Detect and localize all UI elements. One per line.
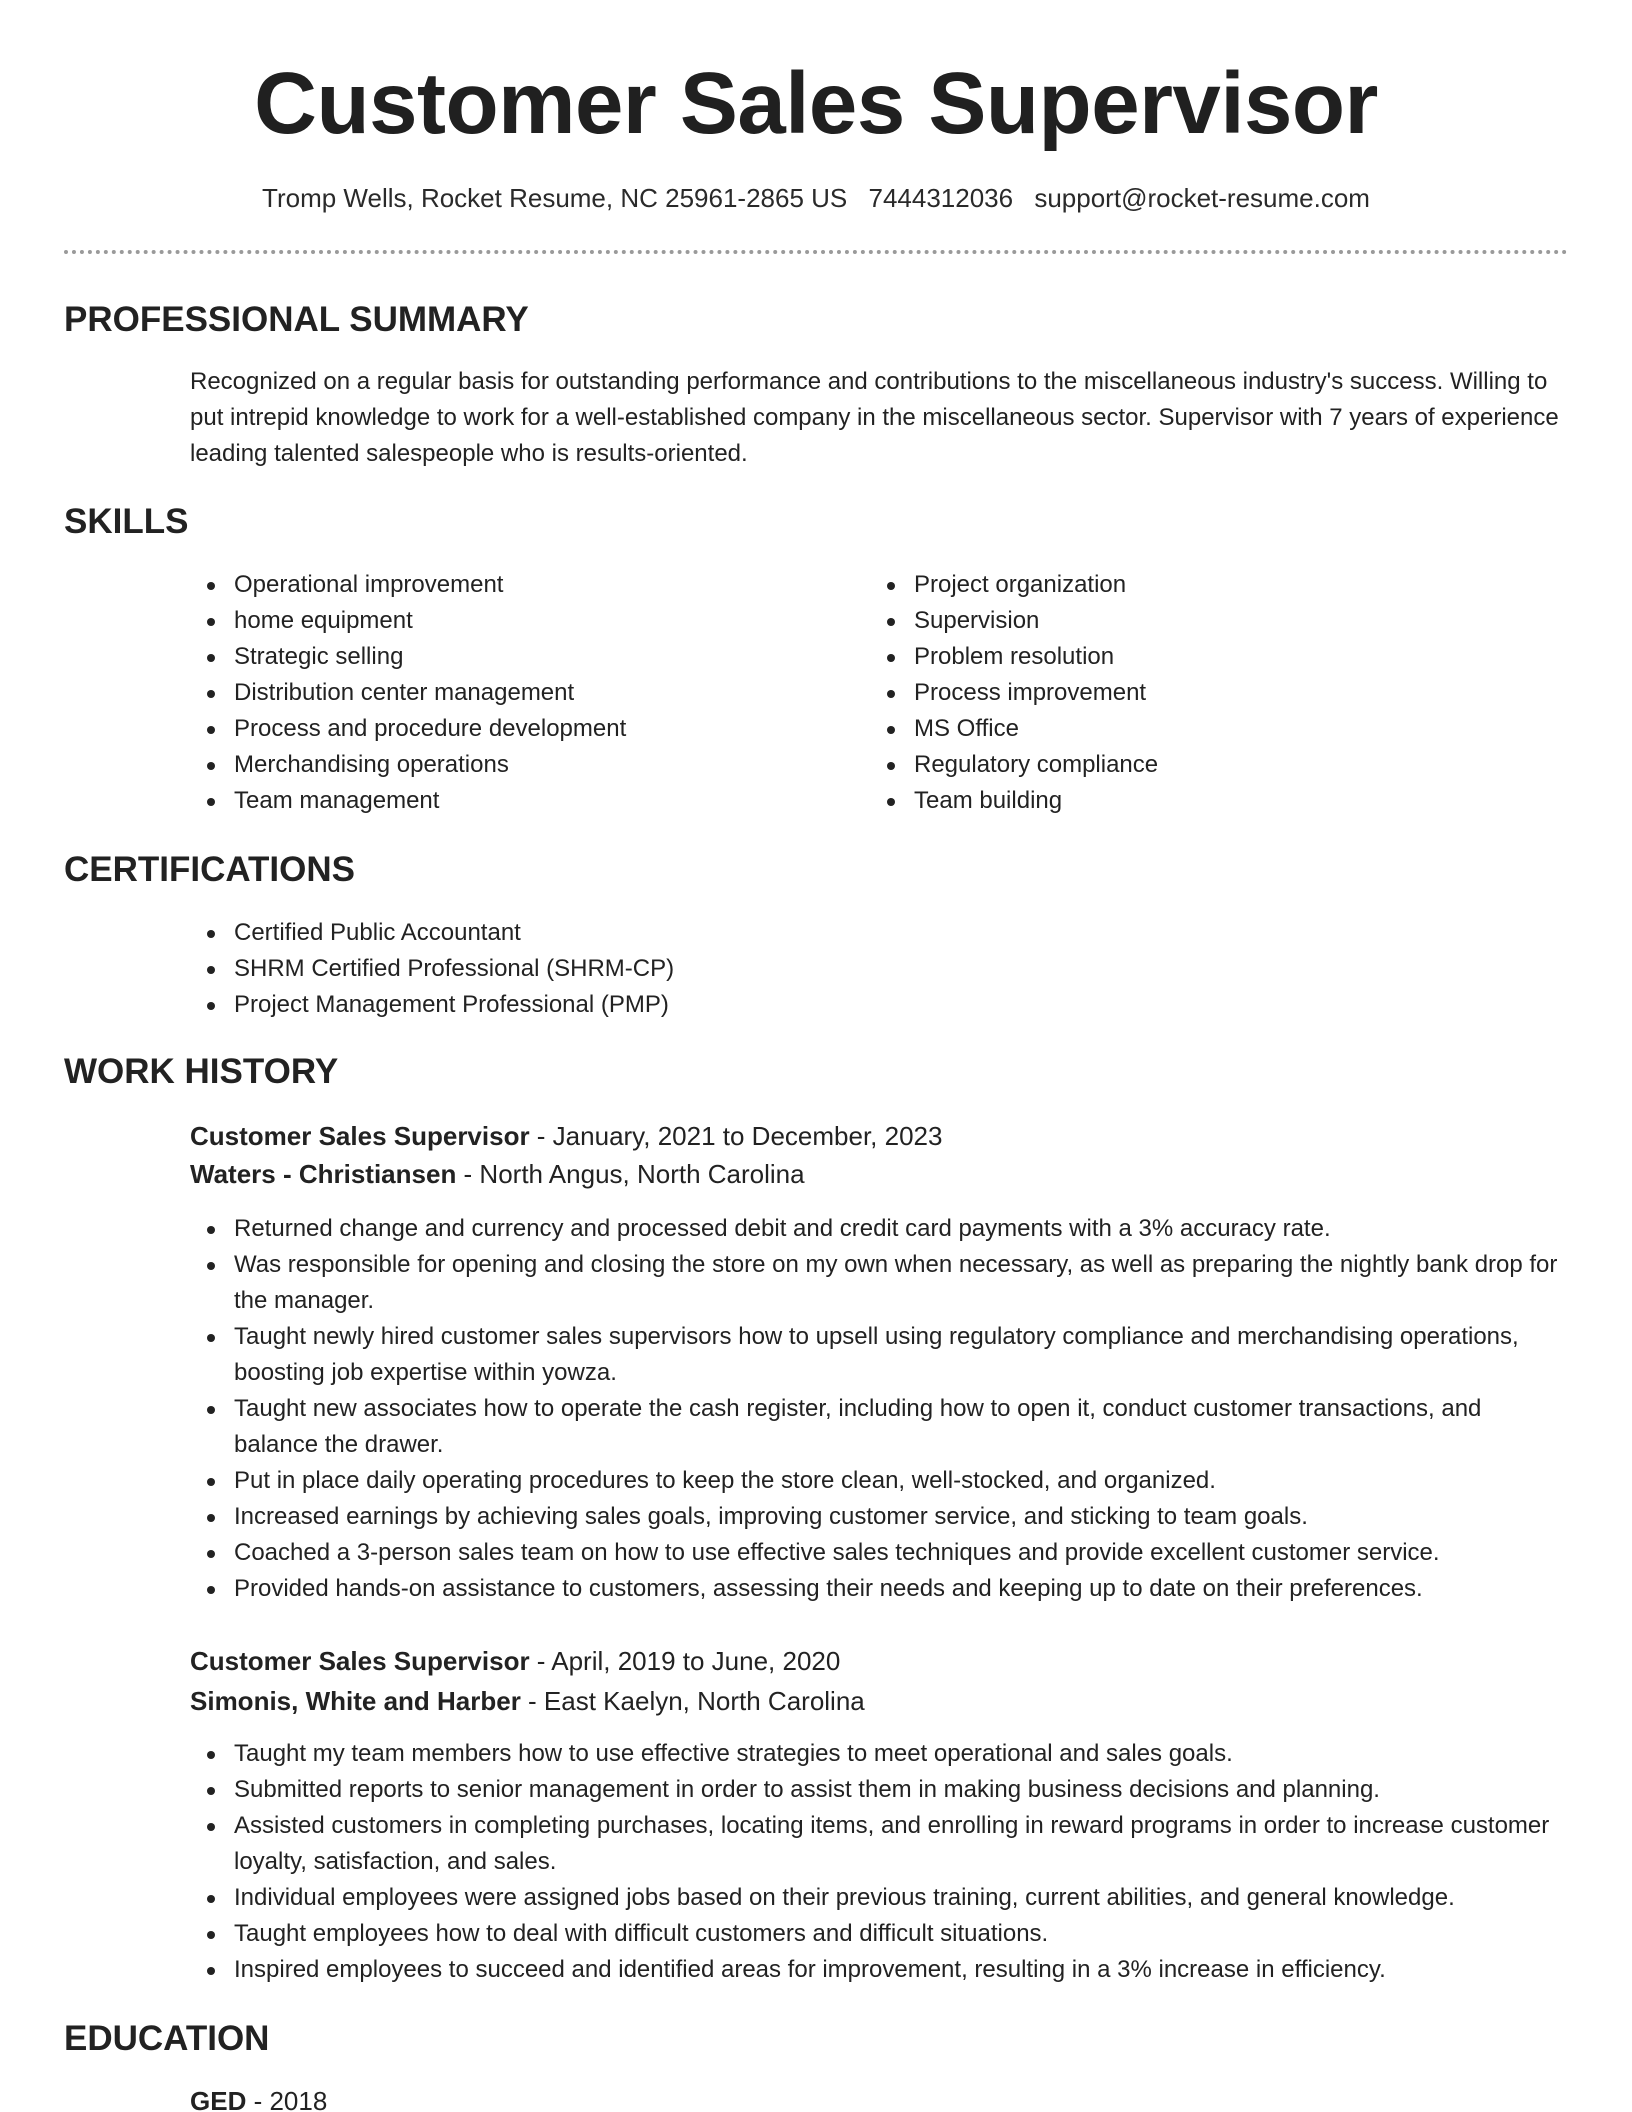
education-heading: EDUCATION [64,2019,270,2058]
skill-item: home equipment [190,603,830,639]
skill-item: Process and procedure development [190,711,830,747]
job-duty-item: Taught newly hired customer sales supervisors how to upsell using regulatory compliance and merchandising operations, boosting job expertise within yowza. [190,1319,1570,1391]
job-duties-list [190,1211,1570,1607]
job-duty-item: Taught employees how to deal with difficult customers and difficult situations. [190,1916,1570,1952]
job-duty-item: Submitted reports to senior management in order to assist them in making business decisions and planning. [190,1772,1570,1808]
job-duty-item: Increased earnings by achieving sales goals, improving customer service, and sticking to team goals. [190,1499,1570,1535]
job-duty-item: Inspired employees to succeed and identified areas for improvement, resulting in a 3% increase in efficiency. [190,1952,1570,1988]
education-line [190,2082,327,2112]
skill-item: Merchandising operations [190,747,830,783]
skill-item: Problem resolution [870,639,1510,675]
job-duty-item: Coached a 3-person sales team on how to use effective sales techniques and provide excellent customer service. [190,1535,1570,1571]
contact-phone: 7444312036 [868,183,1014,213]
header-divider [64,250,1568,254]
skill-item: MS Office [870,711,1510,747]
certifications-list [190,915,1570,1023]
contact-line [0,180,1632,216]
job-company-line [190,1682,865,1720]
certification-item: Project Management Professional (PMP) [190,987,1570,1023]
job-company: Simonis, White and Harber [190,1686,521,1716]
job-dates: - April, 2019 to June, 2020 [529,1646,841,1676]
job-duty-item: Taught my team members how to use effective strategies to meet operational and sales goals. [190,1736,1570,1772]
job-location: - North Angus, North Carolina [456,1159,805,1189]
skill-item: Project organization [870,567,1510,603]
job-company-line [190,1155,805,1193]
job-duty-item: Provided hands-on assistance to customers, assessing their needs and keeping up to date on their preferences. [190,1571,1570,1607]
education-degree: GED [190,2086,247,2112]
job-company: Waters - Christiansen [190,1159,457,1189]
job-duty-item: Assisted customers in completing purchases, locating items, and enrolling in reward programs in order to increase customer loyalty, satisfaction, and sales. [190,1808,1570,1880]
job-title-line [190,1117,942,1155]
candidate-name: Customer Sales Supervisor [254,55,1378,152]
summary-heading: PROFESSIONAL SUMMARY [64,300,529,339]
skills-heading: SKILLS [64,502,189,541]
job-dates: - January, 2021 to December, 2023 [529,1121,943,1151]
skill-item: Supervision [870,603,1510,639]
summary-text: Recognized on a regular basis for outstanding performance and contributions to the miscellaneous industry's success. Willing to put intrepid knowledge to work for a well-established company in the miscellaneous sector. Supervisor with 7 years of experience leading talented salespeople who is results-oriented. [190,368,1559,467]
job-duty-item: Taught new associates how to operate the cash register, including how to open it, conduct customer transactions, and balance the drawer. [190,1391,1570,1463]
skills-list-left [190,567,830,819]
skill-item: Team management [190,783,830,819]
job-duty-item: Individual employees were assigned jobs based on their previous training, current abilities, and general knowledge. [190,1880,1570,1916]
certifications-heading: CERTIFICATIONS [64,850,356,889]
job-duty-item: Put in place daily operating procedures to keep the store clean, well-stocked, and organized. [190,1463,1570,1499]
job-role: Customer Sales Supervisor [190,1121,530,1151]
skill-item: Operational improvement [190,567,830,603]
job-role: Customer Sales Supervisor [190,1646,530,1676]
contact-email: support@rocket-resume.com [1034,183,1370,213]
job-title-line [190,1642,840,1680]
skill-item: Team building [870,783,1510,819]
certification-item: SHRM Certified Professional (SHRM-CP) [190,951,1570,987]
education-year: - 2018 [246,2086,328,2112]
job-duty-item: Returned change and currency and processed debit and credit card payments with a 3% accuracy rate. [190,1211,1570,1247]
skill-item: Strategic selling [190,639,830,675]
job-duties-list [190,1736,1570,1988]
contact-address: Tromp Wells, Rocket Resume, NC 25961-2865 US [262,183,848,213]
job-location: - East Kaelyn, North Carolina [520,1686,865,1716]
skill-item: Regulatory compliance [870,747,1510,783]
skills-list-right [870,567,1510,819]
certification-item: Certified Public Accountant [190,915,1570,951]
skill-item: Process improvement [870,675,1510,711]
skill-item: Distribution center management [190,675,830,711]
job-duty-item: Was responsible for opening and closing the store on my own when necessary, as well as preparing the nightly bank drop for the manager. [190,1247,1570,1319]
work-history-heading: WORK HISTORY [64,1052,339,1091]
